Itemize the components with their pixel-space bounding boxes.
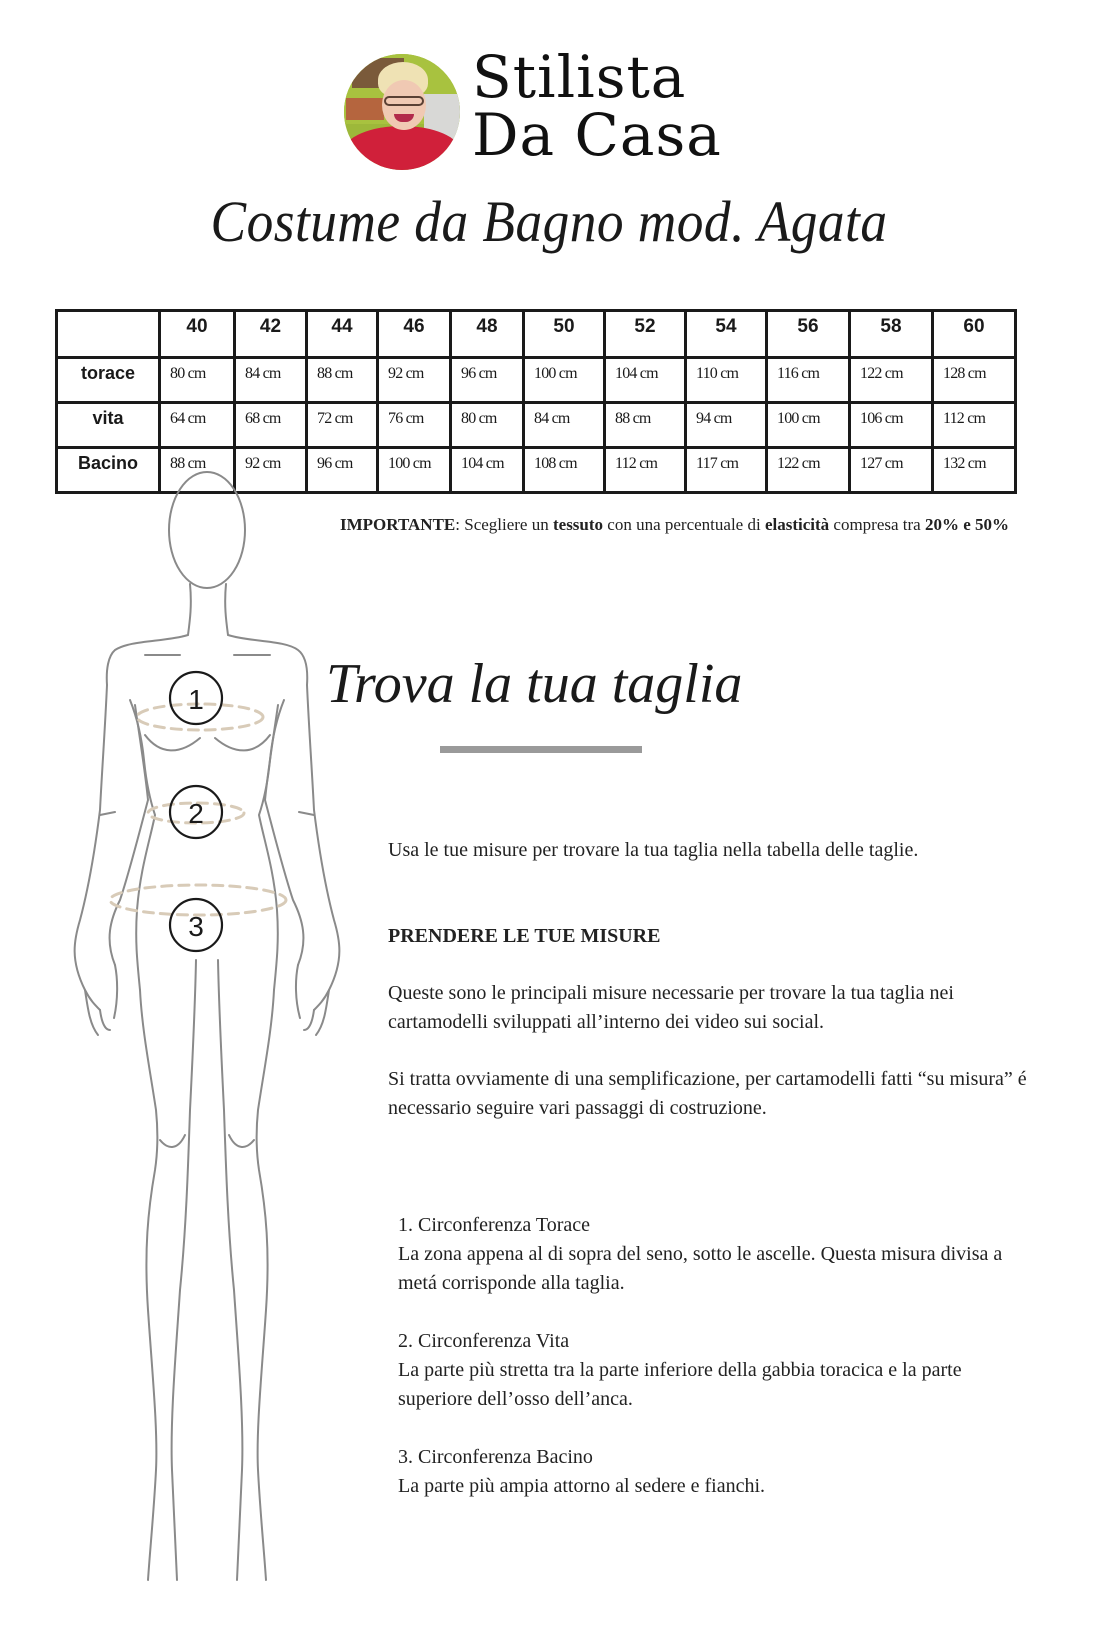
list-item — [398, 1327, 1038, 1414]
table-cell: 117 cm — [686, 448, 767, 493]
note-text: con una percentuale di — [603, 515, 765, 534]
designer-avatar — [344, 54, 460, 170]
size-table — [55, 309, 1017, 494]
measurement-title: 1. Circonferenza Torace — [398, 1214, 591, 1236]
note-bold: elasticità — [764, 515, 830, 534]
table-cell: 116 cm — [767, 358, 850, 403]
table-cell: 112 cm — [933, 403, 1016, 448]
table-cell: 110 cm — [686, 358, 767, 403]
table-cell: 100 cm — [767, 403, 850, 448]
measurement-title: 2. Circonferenza Vita — [398, 1330, 570, 1352]
head-outline — [169, 472, 245, 588]
table-cell: 106 cm — [850, 403, 933, 448]
size-header: 44 — [307, 311, 378, 358]
size-header: 48 — [451, 311, 524, 358]
size-header: 50 — [524, 311, 605, 358]
table-cell: 96 cm — [307, 448, 378, 493]
body-figure-illustration — [40, 470, 360, 1590]
note-text: : Scegliere un — [455, 515, 553, 534]
table-cell: 112 cm — [605, 448, 686, 493]
size-header: 56 — [767, 311, 850, 358]
title-underline-divider — [440, 746, 642, 753]
row-label: vita — [57, 403, 160, 448]
table-cell: 92 cm — [235, 448, 307, 493]
table-cell: 80 cm — [451, 403, 524, 448]
measurement-description: La zona appena al di sopra del seno, sotto le ascelle. Questa misura divisa a metá corrisponde alla taglia. — [398, 1243, 1003, 1294]
table-cell: 100 cm — [378, 448, 451, 493]
marker-1-label: 1 — [188, 684, 204, 715]
measurement-title: 3. Circonferenza Bacino — [398, 1446, 593, 1468]
table-cell: 88 cm — [605, 403, 686, 448]
table-cell: 127 cm — [850, 448, 933, 493]
size-header: 52 — [605, 311, 686, 358]
corner-cell — [57, 311, 160, 358]
row-label: Bacino — [57, 448, 160, 493]
size-header: 40 — [160, 311, 235, 358]
list-item — [398, 1211, 1038, 1298]
measurement-description: La parte più ampia attorno al sedere e fianchi. — [398, 1475, 766, 1497]
marker-2-label: 2 — [188, 798, 204, 829]
table-cell: 92 cm — [378, 358, 451, 403]
measurement-description: La parte più stretta tra la parte inferiore della gabbia toracica e la parte superiore dell’osso dell’anca. — [398, 1359, 962, 1410]
size-header: 58 — [850, 311, 933, 358]
measurement-list — [398, 1211, 1038, 1530]
paragraph-1: Queste sono le principali misure necessarie per trovare la tua taglia nei cartamodelli sviluppati all’interno dei video sui social. — [388, 982, 954, 1033]
table-cell: 96 cm — [451, 358, 524, 403]
size-header-row — [57, 311, 1016, 358]
note-bold: 20% e 50% — [924, 515, 1010, 534]
table-cell: 72 cm — [307, 403, 378, 448]
brand-logo — [344, 43, 804, 174]
note-text: compresa tra — [829, 515, 925, 534]
brand-line-1: Stilista — [472, 43, 687, 111]
brand-name — [472, 43, 722, 169]
table-cell: 94 cm — [686, 403, 767, 448]
important-label: IMPORTANTE — [340, 515, 456, 534]
section-heading: PRENDERE LE TUE MISURE — [388, 925, 661, 947]
table-cell: 64 cm — [160, 403, 235, 448]
document-title: Costume da Bagno mod. Agata — [210, 189, 888, 254]
table-cell: 68 cm — [235, 403, 307, 448]
table-cell: 88 cm — [307, 358, 378, 403]
table-cell: 108 cm — [524, 448, 605, 493]
table-cell: 84 cm — [524, 403, 605, 448]
size-header: 54 — [686, 311, 767, 358]
row-label: torace — [57, 358, 160, 403]
marker-3-label: 3 — [188, 911, 204, 942]
table-cell: 100 cm — [524, 358, 605, 403]
note-bold: tessuto — [552, 515, 604, 534]
paragraph-2: Si tratta ovviamente di una semplificazione, per cartamodelli fatti “su misura” é necessario seguire vari passaggi di costruzione. — [388, 1068, 1027, 1119]
table-cell: 84 cm — [235, 358, 307, 403]
size-header: 60 — [933, 311, 1016, 358]
table-row-vita — [57, 403, 1016, 448]
table-row-torace — [57, 358, 1016, 403]
list-item — [398, 1443, 1038, 1501]
intro-text: Usa le tue misure per trovare la tua taglia nella tabella delle taglie. — [388, 839, 919, 861]
size-header: 42 — [235, 311, 307, 358]
table-cell: 88 cm — [160, 448, 235, 493]
table-cell: 76 cm — [378, 403, 451, 448]
table-cell: 128 cm — [933, 358, 1016, 403]
neck-outline — [188, 584, 228, 635]
table-cell: 80 cm — [160, 358, 235, 403]
section-title: Trova la tua taglia — [326, 653, 743, 715]
table-cell: 104 cm — [605, 358, 686, 403]
table-cell: 122 cm — [850, 358, 933, 403]
size-header: 46 — [378, 311, 451, 358]
table-cell: 104 cm — [451, 448, 524, 493]
table-cell: 132 cm — [933, 448, 1016, 493]
important-note — [340, 512, 1020, 537]
table-cell: 122 cm — [767, 448, 850, 493]
brand-line-2: Da Casa — [472, 101, 722, 169]
